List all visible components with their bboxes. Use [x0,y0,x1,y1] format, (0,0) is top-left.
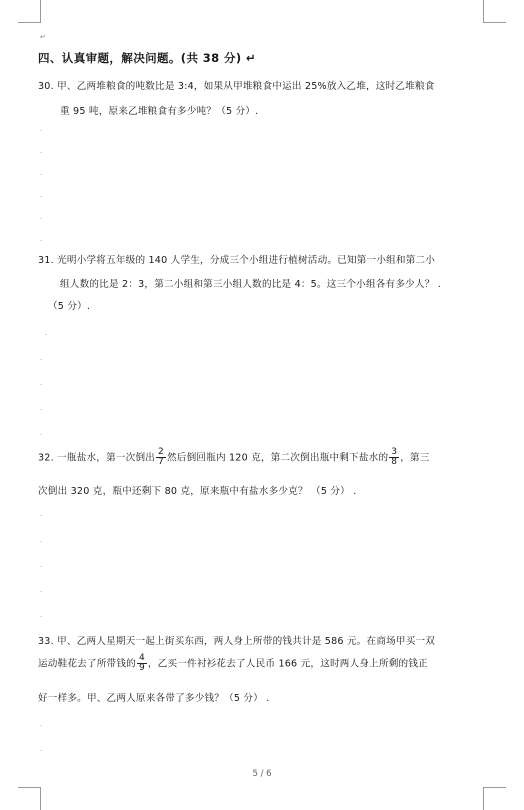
q32-line-1 [38,448,430,467]
q33-text-part-b: ，乙买一件衬衫花去了人民币 166 元，这时两人身上所剩的钱正 [147,658,428,670]
q30-line-2: 重 95 吨，原来乙堆粮食有多少吨？（5 分）. [60,106,259,117]
blank-line-mark: . [40,561,43,569]
q32-text-part-2: 然后倒回瓶内 120 克，第二次倒出瓶中剩下盐水的 [166,452,389,464]
page-number: 5 / 6 [252,769,272,779]
blank-line-mark: . [40,720,43,728]
blank-line-mark: . [40,379,43,387]
q32-fraction-2-denominator: 8 [391,457,398,467]
q32-fraction-1-denominator: 7 [158,457,164,467]
q33-line-2 [38,654,428,673]
blank-line-mark: . [40,536,43,544]
blank-line-mark: . [40,235,43,243]
q30-line-1: 30. 甲、乙两堆粮食的吨数比是 3:4，如果从甲堆粮食中运出 25%放入乙堆，这时乙堆粮食 [38,81,435,92]
crop-mark-top-left [18,0,41,23]
q33-line-1: 33. 甲、乙两人星期天一起上街买东西，两人身上所带的钱共计是 586 元。在商场甲买一双 [38,636,436,647]
q31-line-1: 31. 光明小学将五年级的 140 人学生，分成三个小组进行植树活动。已知第一小组和第二小 [38,255,436,266]
q32-line-2: 次倒出 320 克，瓶中还剩下 80 克，原来瓶中有盐水多少克？ （5 分） . [38,486,357,497]
q32-fraction-2-numerator: 3 [391,447,398,457]
blank-line-mark: . [40,404,43,412]
q31-line-3: （5 分）. [48,301,91,312]
blank-line-mark: . [40,745,43,753]
q33-fraction-denominator: 9 [138,663,145,673]
paragraph-mark: ↵ [40,33,46,41]
q33-line-3: 好一样多。甲、乙两人原来各带了多少钱？（5 分） . [38,693,270,704]
crop-mark-top-right [483,0,506,23]
blank-line-mark: . [40,191,43,199]
section-heading: 四、认真审题，解决问题。(共 38 分) ↵ [38,51,256,65]
blank-line-mark: . [40,611,43,619]
blank-line-mark: . [45,329,48,337]
blank-line-mark: . [40,429,43,437]
blank-line-mark: . [40,354,43,362]
crop-mark-bottom-right [483,787,506,810]
blank-line-mark: . [40,586,43,594]
q31-line-2: 组人数的比是 2：3，第二小组和第三小组人数的比是 4：5。这三个小组各有多少人？ . [60,279,441,290]
q32-text-part-1: 32. 一瓶盐水，第一次倒出 [38,452,156,464]
q32-fraction-1 [156,448,166,467]
blank-line-mark: . [40,213,43,221]
blank-line-mark: . [40,147,43,155]
q32-fraction-1-numerator: 2 [158,447,164,457]
blank-line-mark: . [40,169,43,177]
blank-line-mark: . [40,510,43,518]
blank-line-mark: . [40,125,43,133]
q33-fraction-numerator: 4 [138,653,145,663]
q32-text-part-3: ，第三 [400,452,430,464]
q33-text-part-a: 运动鞋花去了所带钱的 [38,658,136,670]
q32-fraction-2 [389,448,399,467]
q33-fraction [137,654,147,673]
crop-mark-bottom-left [18,787,41,810]
